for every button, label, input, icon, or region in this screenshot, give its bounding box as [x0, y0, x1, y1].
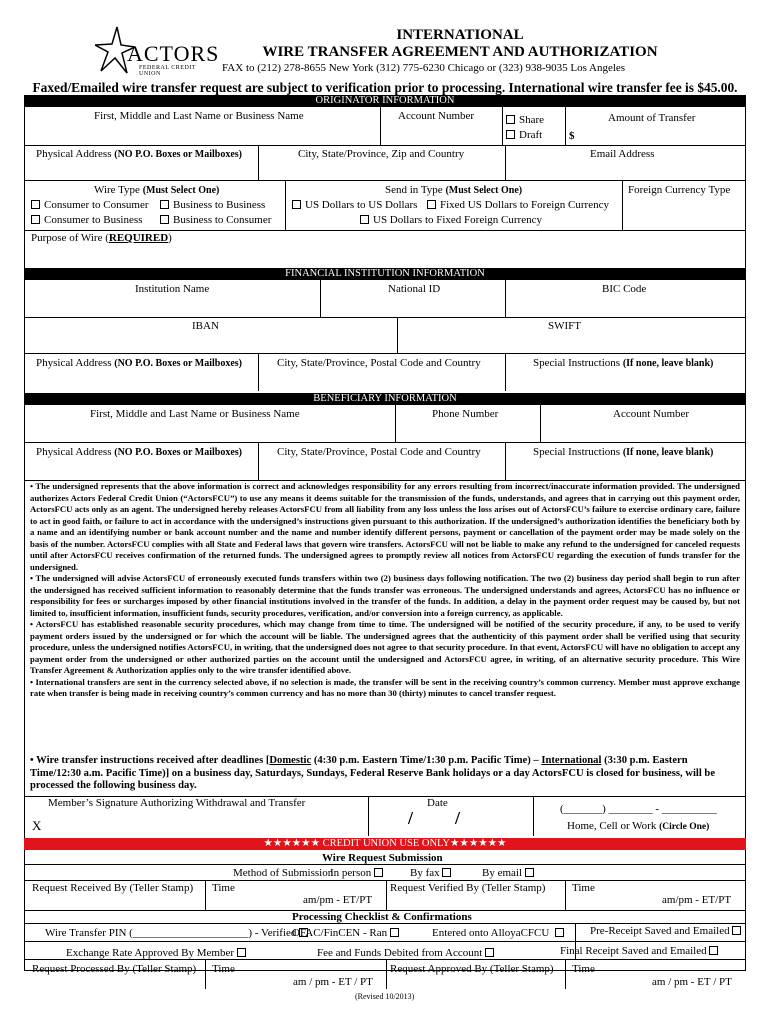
- wire-request-submission-heading: Wire Request Submission: [322, 852, 443, 864]
- terms-paragraph: • International transfers are sent in the currency selected above, if no selection is made, the transfer will be sent in the receiving country’s common currency. Member must approve exchange rate when transfer is being made in receiving country’s common currency and has no more than 30 (thirty) minutes to cancel transfer request.: [30, 676, 740, 698]
- processed-time-label: Time: [212, 963, 235, 975]
- institution-city-label: City, State/Province, Postal Code and Country: [277, 357, 481, 369]
- date-label: Date: [427, 797, 448, 809]
- foreign-currency-type-label: Foreign Currency Type: [628, 184, 731, 196]
- signature-x-mark[interactable]: X: [32, 818, 42, 833]
- institution-name-label: Institution Name: [135, 283, 210, 295]
- deadline-notice: • Wire transfer instructions received after deadlines [Domestic (4:30 p.m. Eastern Time/1:30 p.m. Pacific Time) – International (3:30 p.m. Eastern Time/12:30 a.m. Pacific Time)] on a business day, Saturdays, Sundays, Federal Reserve Bank holidays or a day ActorsFCU is closed for business, will be processed the following business day.: [30, 755, 716, 791]
- in-person-option[interactable]: In person: [330, 867, 387, 879]
- c2b-checkbox[interactable]: [31, 215, 40, 224]
- revision-date: (Revised 10/2013): [355, 992, 415, 1001]
- b2b-checkbox[interactable]: [160, 200, 169, 209]
- final-receipt-checkbox[interactable]: [709, 946, 718, 955]
- beneficiary-phone-label: Phone Number: [432, 408, 499, 420]
- verified-ampm: am/pm - ET/PT: [662, 894, 732, 906]
- draft-checkbox[interactable]: [506, 130, 515, 139]
- date-slash-1: /: [408, 808, 414, 828]
- approved-ampm: am / pm - ET / PT: [652, 976, 732, 988]
- submission-method-label: Method of Submission: [233, 867, 334, 879]
- exchange-rate-approved-option[interactable]: Exchange Rate Approved By Member: [66, 947, 250, 959]
- terms-and-conditions: [30, 481, 740, 700]
- fee-debited-checkbox[interactable]: [485, 948, 494, 957]
- ofac-fincen-option[interactable]: OFAC/FinCEN - Ran: [292, 927, 403, 939]
- approved-time-label: Time: [572, 963, 595, 975]
- usd-usd-checkbox[interactable]: [292, 200, 301, 209]
- ofac-checkbox[interactable]: [390, 928, 399, 937]
- wire-type-label: Wire Type (Must Select One): [94, 184, 220, 196]
- beneficiary-special-instructions-label: Special Instructions (If none, leave blank): [533, 446, 714, 458]
- request-processed-by-label: Request Processed By (Teller Stamp): [32, 963, 197, 975]
- received-ampm: am/pm - ET/PT: [303, 894, 373, 906]
- usd-fixed-foreign-checkbox[interactable]: [360, 215, 369, 224]
- dollar-sign: $: [569, 130, 575, 142]
- bic-code-label: BIC Code: [602, 283, 647, 295]
- credit-union-use-only-heading: ★★★★★★ CREDIT UNION USE ONLY★★★★★★: [24, 838, 746, 850]
- terms-paragraph: • ActorsFCU has established reasonable security procedures, which may change from time to time. The undersigned will be notified of the security procedure, if any, to be used to verify payment orders issued by the undersigned or for which the account will be liable. The undersigned agrees that the authenticity of this payment order shall be verified using that security procedure, unless the undersigned notifies ActorsFCU, in writing, that the undersigned does not agree to that security procedure. In that event, ActorsFCU will have no obligation to accept any payment order from the undersigned or other authorized parties on the account until the undersigned and ActorsFCU agree, in writing, of an alternative security procedure. This Wire Transfer Agreement & Authorization applies only to the wire transfer identified above.: [30, 619, 740, 675]
- logo-subtext: FEDERAL CREDIT UNION: [139, 65, 196, 77]
- by-fax-checkbox[interactable]: [442, 868, 451, 877]
- business-to-business-option[interactable]: Business to Business: [160, 199, 265, 211]
- date-slash-2: /: [455, 808, 461, 828]
- beneficiary-account-label: Account Number: [613, 408, 690, 420]
- beneficiary-heading: BENEFICIARY INFORMATION: [24, 393, 746, 405]
- amount-label: Amount of Transfer: [608, 112, 696, 124]
- originator-heading: ORIGINATOR INFORMATION: [24, 95, 746, 107]
- usd-to-fixed-foreign-option[interactable]: US Dollars to Fixed Foreign Currency: [360, 214, 542, 226]
- fee-debited-option[interactable]: Fee and Funds Debited from Account: [317, 947, 498, 959]
- processing-checklist-heading: Processing Checklist & Confirmations: [292, 911, 472, 923]
- national-id-label: National ID: [388, 283, 441, 295]
- phone-number-blank[interactable]: (_______) ________ - __________: [560, 803, 717, 815]
- terms-paragraph: • The undersigned represents that the above information is correct and acknowledges responsibility for any errors resulting from incorrect/inaccurate information provided. The undersigned authorizes Actors Federal Credit Union (“ActorsFCU”) to use any means it deems suitable for the transmission of the funds, understands, and agrees that in carrying out this payment order, ActorsFCU acts only as an agent. The undersigned hereby releases ActorsFCU from all liability from any loss unless the loss arises out of ActorsFCU’s failure to exercise ordinary care, failure to act in good faith, or failure to act in accordance with the undersigned’s instructions given pursuant to this authorization. If the undersigned’s authorization identifies the beneficiary both by a name and an identifying number or bank account number and the name and number identify different persons, payment or cancellation of the payment order may be made solely on the basis of the number. ActorsFCU complies with all State and Federal laws that govern wire transfers. ActorsFCU will not be liable to make any refund to the undersigned for canceled requests until after ActorsFCU receives confirmation of the returned funds. The undersigned agrees to promptly review all notices from ActorsFCU regarding the execution of funds transfer for the undersigned.: [30, 481, 740, 572]
- logo-text: ACTORS: [127, 41, 220, 66]
- pre-receipt-checkbox[interactable]: [732, 926, 741, 935]
- verification-warning: Faxed/Emailed wire transfer request are subject to verification prior to processing. International wire transfer fee is $45.00.: [32, 80, 738, 95]
- originator-account-label: Account Number: [398, 110, 475, 122]
- beneficiary-address-label: Physical Address (NO P.O. Boxes or Mailboxes): [36, 446, 243, 458]
- swift-label: SWIFT: [548, 320, 581, 332]
- request-approved-by-label: Request Approved By (Teller Stamp): [390, 963, 554, 975]
- c2c-checkbox[interactable]: [31, 200, 40, 209]
- fixed-usd-foreign-checkbox[interactable]: [427, 200, 436, 209]
- by-email-option[interactable]: By email: [482, 867, 538, 879]
- originator-email-label: Email Address: [590, 148, 655, 160]
- by-fax-option[interactable]: By fax: [410, 867, 455, 879]
- request-verified-by-label: Request Verified By (Teller Stamp): [390, 882, 546, 894]
- verified-time-label: Time: [572, 882, 595, 894]
- phone-type-label: Home, Cell or Work (Circle One): [567, 820, 710, 832]
- received-time-label: Time: [212, 882, 235, 894]
- usd-to-usd-option[interactable]: US Dollars to US Dollars: [292, 199, 417, 211]
- fax-numbers: FAX to (212) 278-8655 New York (312) 775-6230 Chicago or (323) 938-9035 Los Angeles: [222, 62, 626, 74]
- beneficiary-name-label: First, Middle and Last Name or Business Name: [90, 408, 300, 420]
- fixed-usd-to-foreign-option[interactable]: Fixed US Dollars to Foreign Currency: [427, 199, 609, 211]
- beneficiary-city-label: City, State/Province, Postal Code and Country: [277, 446, 481, 458]
- originator-name-label: First, Middle and Last Name or Business Name: [94, 110, 304, 122]
- draft-option[interactable]: Draft: [506, 129, 542, 141]
- consumer-to-business-option[interactable]: Consumer to Business: [31, 214, 142, 226]
- originator-address-label: Physical Address (NO P.O. Boxes or Mailboxes): [36, 148, 243, 160]
- consumer-to-consumer-option[interactable]: Consumer to Consumer: [31, 199, 149, 211]
- alloya-option[interactable]: Entered onto AlloyaCFCU: [432, 927, 568, 939]
- processed-ampm: am / pm - ET / PT: [293, 976, 373, 988]
- exchange-rate-checkbox[interactable]: [237, 948, 246, 957]
- originator-city-label: City, State/Province, Zip and Country: [298, 148, 465, 160]
- share-checkbox[interactable]: [506, 115, 515, 124]
- form-title-line2: WIRE TRANSFER AGREEMENT AND AUTHORIZATION: [262, 44, 658, 60]
- in-person-checkbox[interactable]: [374, 868, 383, 877]
- terms-paragraph: • The undersigned will advise ActorsFCU of erroneously executed funds transfers within two (2) business days following notification. The two (2) business day period shall begin to run after the undersigned has received sufficient information to reasonably determine that the funds transfer was erroneous. The undersigned understands and agrees, ActorsFCU has no influence or responsibility for fees or surcharges imposed by other financial institutions involved in the transfer of the funds. In addition, a delay in the payment order request may be caused by, but not limited to, insufficient information, insufficient funds, security procedures, verification, and/or conversion into a foreign currency, as applicable.: [30, 573, 740, 618]
- iban-label: IBAN: [192, 320, 219, 332]
- share-option[interactable]: Share: [506, 114, 544, 126]
- by-email-checkbox[interactable]: [525, 868, 534, 877]
- request-received-by-label: Request Received By (Teller Stamp): [32, 882, 194, 894]
- institution-address-label: Physical Address (NO P.O. Boxes or Mailboxes): [36, 357, 243, 369]
- alloya-checkbox[interactable]: [555, 928, 564, 937]
- wire-pin-verified-option[interactable]: Wire Transfer PIN (_____________________) - Verified: [45, 927, 312, 939]
- institution-special-instructions-label: Special Instructions (If none, leave blank): [533, 357, 714, 369]
- financial-heading: FINANCIAL INSTITUTION INFORMATION: [24, 268, 746, 280]
- form-title-line1: INTERNATIONAL: [396, 27, 524, 43]
- purpose-of-wire-label: Purpose of Wire (REQUIRED): [31, 232, 172, 244]
- pre-receipt-option[interactable]: Pre-Receipt Saved and Emailed: [590, 925, 745, 937]
- member-signature-label: Member’s Signature Authorizing Withdrawal and Transfer: [48, 797, 306, 809]
- final-receipt-option[interactable]: Final Receipt Saved and Emailed: [560, 945, 722, 957]
- send-in-type-label: Send in Type (Must Select One): [385, 184, 523, 196]
- business-to-consumer-option[interactable]: Business to Consumer: [160, 214, 271, 226]
- b2c-checkbox[interactable]: [160, 215, 169, 224]
